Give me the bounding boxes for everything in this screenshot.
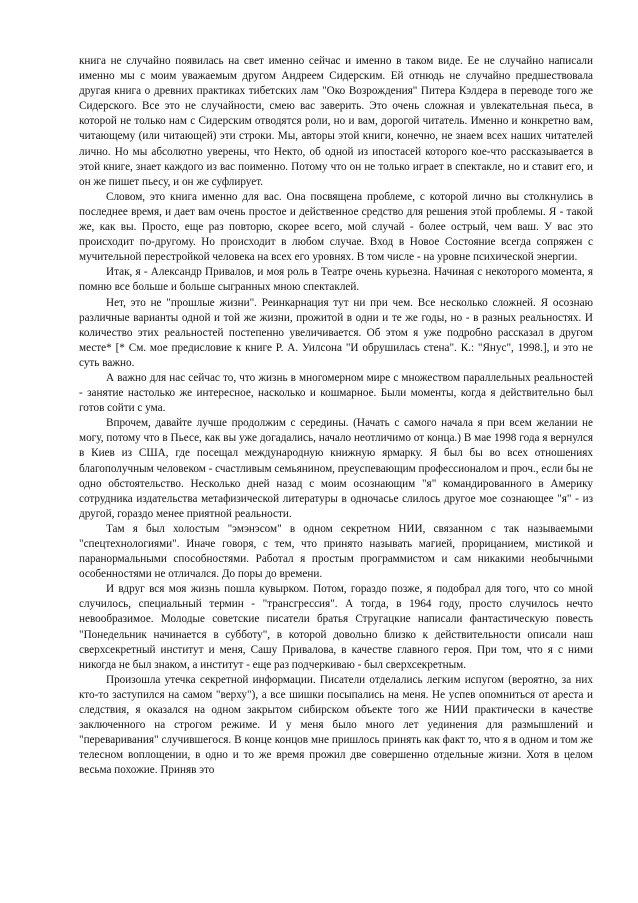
paragraph-9: Произошла утечка секретной информации. Писатели отделались легким испугом (вероятно, за них кто-то заступился на самом "верху"), а все шишки посыпались на меня. Не успев опомниться от ареста и следствия, я оказался на одном закрытом сибирском объекте того же НИИ практически в качестве заключенного на строгом режиме. И у меня было много лет уединения для размышлений и "переваривания" случившегося. В конце концов мне пришлось принять как факт то, что я в одном и том же телесном воплощении, в одно и то же время прожил две совершенно отдельные жизни. Хотя в целом весьма похожие. Приняв это bbox=[79, 673, 593, 777]
paragraph-6: Впрочем, давайте лучше продолжим с середины. (Начать с самого начала я при всем желании не могу, потому что в Пьесе, как вы уже догадались, начало неотличимо от конца.) В мае 1998 года я вернулся в Киев из США, где посещал международную книжную ярмарку. Я был бы во всех отношениях благополучным человеком - счастливым семьянином, преуспевающим профессионалом и проч., если бы не одно обстоятельство. Несколько дней назад с моим осознающим "я" командированного в Америку сотрудника издательства метафизической литературы в одночасье слилось другое мое сознающее "я" - из другой, гораздо менее приятной реальности. bbox=[79, 417, 593, 520]
paragraph-8: И вдруг вся моя жизнь пошла кувырком. Потом, гораздо позже, я подобрал для того, что со мной случилось, специальный термин - "трансгрессия". А тогда, в 1964 году, просто случилось нечто невообразимое. Молодые советские писатели братья Стругацкие написали фантастическую повесть "Понедельник начинается в субботу", в которой довольно близко к действительности описали наш сверхсекретный институт и меня, Сашу Привалова, в качестве главного героя. При том, что я с ними никогда не был знаком, а институт - еще раз подчеркиваю - был сверхсекретным. bbox=[79, 583, 593, 671]
paragraph-3: Итак, я - Александр Привалов, и моя роль в Театре очень курьезна. Начиная с некоторого момента, я помню все больше и больше сыгранных мною спектаклей. bbox=[79, 266, 593, 294]
paragraph-5: А важно для нас сейчас то, что жизнь в многомерном мире с множеством параллельных реальностей - занятие настолько же интересное, насколько и кошмарное. Были моменты, когда я действительно был готов сойти с ума. bbox=[79, 371, 593, 415]
paragraph-4: Нет, это не "прошлые жизни". Реинкарнация тут ни при чем. Все несколько сложней. Я осознаю различные варианты одной и той же жизни, прожитой в одни и те же годы, но - в разных реальностях. И количество этих реальностей постепенно увеличивается. Об этом я уже подробно рассказал в другом месте* [* См. мое предисловие к книге Р. А. Уилсона "И обрушилась стена". К.: "Янус", 1998.], и это не суть важно. bbox=[79, 296, 593, 369]
document-body bbox=[79, 54, 593, 779]
paragraph-2: Словом, это книга именно для вас. Она посвящена проблеме, с которой лично вы столкнулись в последнее время, и дает вам очень простое и действенное средство для решения этой проблемы. Я - такой же, как вы. Просто, еще раз повторю, скорее всего, мой случай - более острый, чем ваш. У вас это происходит по-другому. Но происходит в любом случае. Вход в Новое Состояние всегда сопряжен с мучительной перестройкой человека на всех его уровнях. В том числе - на уровне психической энергии. bbox=[79, 190, 593, 264]
paragraph-7: Там я был холостым "эмэнэсом" в одном секретном НИИ, связанном с так называемыми "спецтехнологиями". Иначе говоря, с тем, что принято называть магией, прорицанием, мистикой и паранормальными способностями. Работал я простым программистом и сам никакими необычными особенностями не отличался. До поры до времени. bbox=[79, 522, 593, 581]
paragraph-1: книга не случайно появилась на свет именно сейчас и именно в таком виде. Ее не случайно написали именно мы с моим уважаемым другом Андреем Сидерским. Ей отнюдь не случайно предшествовала другая книга о древних практиках тибетских лам "Око Возрождения" Питера Кэлдера в переводе того же Сидерского. Все это не случайности, смею вас заверить. Это очень сложная и увлекательная пьеса, в которой не только нам с Сидерским отводятся роли, но и вам, дорогой читатель. Именно и конкретно вам, читающему (или читающей) эти строки. Мы, авторы этой книги, конечно, не знаем всех наших читателей лично. Но мы абсолютно уверены, что Некто, об одной из ипостасей которого кое-что рассказывается в этой книге, знает каждого из вас поименно. Потому что он не только играет в спектакле, но и ставит его, и он же пишет пьесу, и он же суфлирует. bbox=[79, 55, 593, 188]
